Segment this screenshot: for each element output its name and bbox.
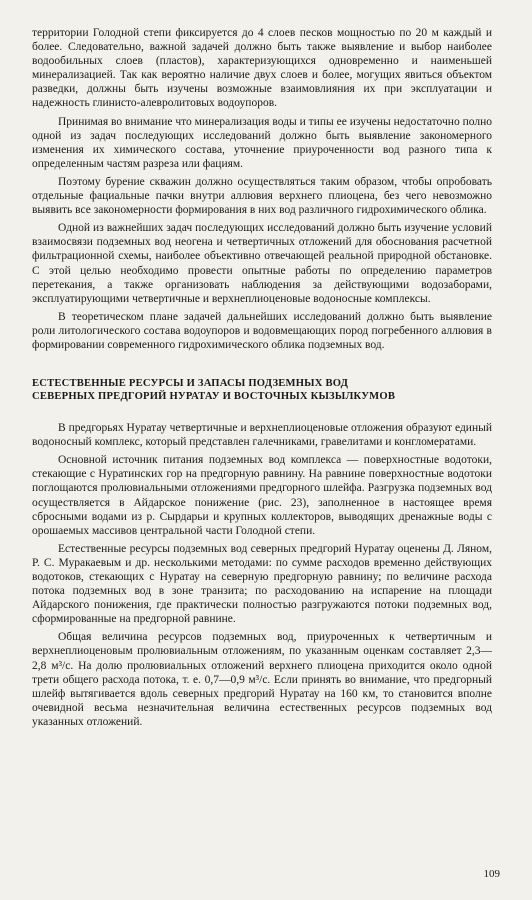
page-number: 109 bbox=[483, 868, 500, 880]
section-heading bbox=[32, 378, 492, 403]
section-heading-line-2: СЕВЕРНЫХ ПРЕДГОРИЙ НУРАТАУ И ВОСТОЧНЫХ КЫЗЫЛКУМОВ bbox=[32, 390, 396, 402]
paragraph: Поэтому бурение скважин должно осуществляться таким образом, чтобы опробовать отдельные фациальные пачки внутри аллювия верхнего плиоцена, без чего невозможно выявить все закономерности формирования в них вод различного гидрохимического облика. bbox=[32, 175, 492, 217]
paragraph: Принимая во внимание что минерализация воды и типы ее изучены недостаточно полно одной из задач последующих исследований должно быть выявление закономерного изменения их химического состава, уточнение приуроченности вод разного типа к определенным частям разреза или фациям. bbox=[32, 115, 492, 170]
paragraph: Общая величина ресурсов подземных вод, приуроченных к четвертичным и верхнеплиоценовым пролювиальным отложениям, по указанным оценкам составляет 2,3—2,8 м³/с. На долю пролювиальных отложений верхнего плиоцена приходится около одной трети общего расхода потока, т. е. 0,7—0,9 м³/с. Если принять во внимание, что предгорный шлейф вытягивается вдоль северных предгорий Нуратау на 160 км, то становится вполне очевидной весьма незначительная величина естественных ресурсов подземных вод указанных отложений. bbox=[32, 631, 492, 728]
paragraph-continuation: территории Голодной степи фиксируется до 4 слоев песков мощностью по 20 м каждый и более. Следовательно, важной задачей должно быть также выявление и выбор наиболее водообильных слоев (пластов), характеризующихся одновременно и наименьшей минерализацией. Так как вероятно наличие двух слоев и более, могущих явиться объектом разведки, должны быть изучены возможные взаимовлияния их при эксплуатации и надежность глинисто-алевролитовых водоупоров. bbox=[32, 27, 492, 110]
page-body bbox=[32, 26, 492, 733]
section-heading-line-1: ЕСТЕСТВЕННЫЕ РЕСУРСЫ И ЗАПАСЫ ПОДЗЕМНЫХ ВОД bbox=[32, 378, 349, 390]
paragraph: Естественные ресурсы подземных вод северных предгорий Нуратау оценены Д. Ляном, Р. С. Муракаевым и др. несколькими методами: по сумме расходов временно действующих водотоков, стекающих с Нуратау на северную предгорную равнину; по величине расхода потока подземных вод в зоне транзита; по расходованию на испарение на площади Айдарского понижения, где практически полностью разгружаются потоки подземных вод, сформированные на предгорной равнине. bbox=[32, 542, 492, 626]
paragraph: Основной источник питания подземных вод комплекса — поверхностные водотоки, стекающие с Нуратинских гор на предгорную равнину. На равнине поверхностные водотоки поглощаются пролювиальными отложениями предгорного шлейфа. Разгрузка подземных вод осуществляется в Айдарское понижение (рис. 23), заполненное в настоящее время сбросными водами из р. Сырдарьи и крупных коллекторов, выводящих дренажные воды с орошаемых массивов центральной части Голодной степи. bbox=[32, 454, 492, 537]
section-body bbox=[32, 421, 492, 729]
paragraph: В теоретическом плане задачей дальнейших исследований должно быть выявление роли литологического состава водоупоров и водовмещающих пород погребенного аллювия в формировании современного гидрохимического облика подземных вод. bbox=[32, 310, 492, 351]
paragraph: Одной из важнейших задач последующих исследований должно быть изучение условий взаимосвязи подземных вод неогена и четвертичных отложений для обоснования расчетной фильтрационной схемы, наиболее объективно отвечающей реальной природной обстановке. С этой целью необходимо провести опытные работы по определению параметров перетекания, а также организовать наблюдения за действующими водозаборами, эксплуатирующими четвертичные и верхнеплиоценовые водоносные комплексы. bbox=[32, 222, 492, 305]
paragraph: В предгорьях Нуратау четвертичные и верхнеплиоценовые отложения образуют единый водоносный комплекс, который представлен галечниками, гравелитами и конгломератами. bbox=[32, 422, 492, 449]
